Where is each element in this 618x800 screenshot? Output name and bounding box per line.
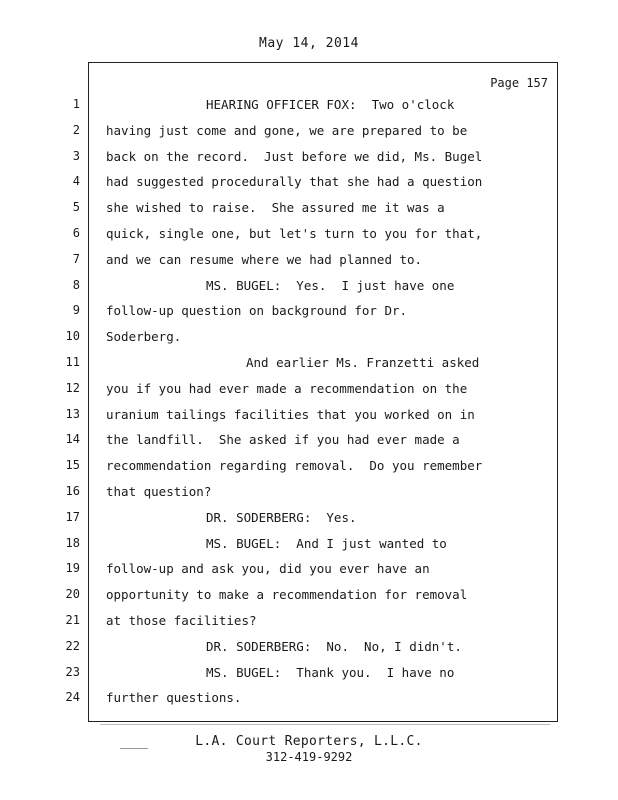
line-text: had suggested procedurally that she had a question — [106, 174, 483, 190]
line-number: 16 — [65, 484, 80, 498]
scan-artifact — [120, 748, 148, 749]
transcript-line — [0, 381, 618, 401]
transcript-line — [0, 432, 618, 452]
reporter-phone: 312-419-9292 — [265, 750, 353, 764]
line-text: MS. BUGEL: And I just wanted to — [206, 535, 447, 551]
transcript-line — [0, 458, 618, 478]
line-number: 5 — [72, 200, 80, 215]
line-text: further questions. — [106, 690, 242, 706]
scan-artifact — [100, 724, 550, 725]
transcript-line — [0, 407, 618, 427]
transcript-line — [0, 355, 618, 375]
line-text: at those facilities? — [106, 613, 257, 628]
transcript-line — [0, 665, 618, 685]
line-text: she wished to raise. She assured me it was a — [106, 200, 445, 216]
line-number: 22 — [65, 638, 80, 653]
line-number: 17 — [65, 509, 80, 524]
line-text: having just come and gone, we are prepared to be — [106, 122, 468, 138]
transcript-line — [0, 149, 618, 169]
line-text: back on the record. Just before we did, Ms. Bugel — [106, 148, 483, 164]
line-text: DR. SODERBERG: No. No, I didn't. — [206, 638, 462, 654]
line-number: 12 — [65, 380, 80, 395]
transcript-line — [0, 639, 618, 659]
line-number: 2 — [72, 122, 80, 137]
line-number: 3 — [72, 148, 80, 163]
transcript-line — [0, 587, 618, 607]
line-number: 11 — [65, 355, 80, 369]
transcript-line — [0, 174, 618, 194]
line-number: 18 — [65, 535, 80, 550]
transcript-line — [0, 200, 618, 220]
transcript-line — [0, 613, 618, 633]
line-text: DR. SODERBERG: Yes. — [206, 509, 357, 525]
transcript-line — [0, 561, 618, 581]
line-text: HEARING OFFICER FOX: Two o'clock — [206, 97, 455, 112]
transcript-line — [0, 690, 618, 710]
line-number: 8 — [72, 277, 80, 292]
line-text: and we can resume where we had planned to. — [106, 251, 423, 267]
transcript-line — [0, 226, 618, 246]
transcript-line — [0, 252, 618, 272]
line-text: quick, single one, but let's turn to you for that, — [106, 226, 483, 241]
line-text: And earlier Ms. Franzetti asked — [246, 355, 480, 370]
line-text: MS. BUGEL: Thank you. I have no — [206, 664, 455, 680]
line-number: 23 — [65, 664, 80, 679]
line-number: 10 — [65, 329, 80, 344]
line-text: uranium tailings facilities that you worked on in — [106, 406, 475, 422]
line-text: recommendation regarding removal. Do you remember — [106, 458, 483, 474]
transcript-line — [0, 97, 618, 117]
page-number: Page 157 — [490, 76, 548, 90]
line-text: opportunity to make a recommendation for removal — [106, 587, 468, 603]
hearing-date: May 14, 2014 — [259, 36, 359, 51]
reporter-company: L.A. Court Reporters, L.L.C. — [195, 734, 423, 749]
line-number: 13 — [65, 406, 80, 421]
transcript-line — [0, 329, 618, 349]
line-number: 14 — [65, 432, 80, 447]
line-number: 24 — [65, 690, 80, 705]
transcript-line — [0, 123, 618, 143]
line-number: 19 — [65, 561, 80, 576]
line-number: 21 — [65, 613, 80, 627]
transcript-line — [0, 536, 618, 556]
line-text: MS. BUGEL: Yes. I just have one — [206, 277, 455, 293]
transcript-line — [0, 278, 618, 298]
line-text: that question? — [106, 484, 212, 499]
line-text: Soderberg. — [106, 329, 182, 345]
line-number: 7 — [72, 251, 80, 266]
line-number: 4 — [72, 174, 80, 189]
line-text: you if you had ever made a recommendation on the — [106, 380, 468, 396]
line-text: follow-up and ask you, did you ever have an — [106, 561, 430, 577]
transcript-line — [0, 484, 618, 504]
transcript-line — [0, 303, 618, 323]
line-number: 15 — [65, 458, 80, 473]
line-number: 9 — [72, 303, 80, 318]
line-number: 1 — [72, 97, 80, 111]
line-number: 6 — [72, 226, 80, 240]
line-number: 20 — [65, 587, 80, 602]
transcript-line — [0, 510, 618, 530]
line-text: the landfill. She asked if you had ever made a — [106, 432, 460, 448]
line-text: follow-up question on background for Dr. — [106, 303, 408, 319]
